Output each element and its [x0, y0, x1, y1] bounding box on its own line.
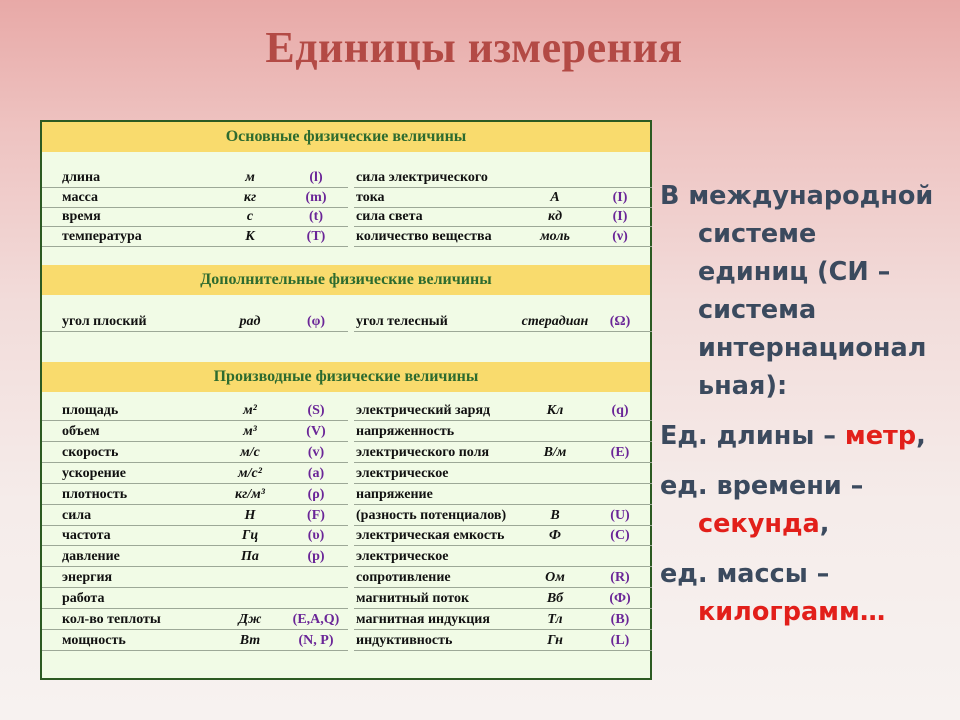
- quantity-symbol: (q): [611, 403, 629, 418]
- quantity-symbol: (t): [309, 209, 323, 225]
- row-divider: [354, 441, 652, 442]
- unit-symbol: кг/м³: [235, 486, 265, 502]
- unit-symbol: Гн: [547, 632, 563, 648]
- row-divider: [42, 420, 348, 421]
- quantity-name: тока: [356, 189, 385, 205]
- quantity-symbol: (υ): [307, 528, 325, 544]
- quantity-name: (разность потенциалов): [356, 507, 507, 523]
- row-divider: [354, 525, 652, 526]
- quantity-symbol: (F): [307, 507, 325, 523]
- quantity-name: мощность: [62, 632, 126, 648]
- quantity-symbol: (E): [610, 444, 630, 460]
- unit-symbol: моль: [540, 228, 570, 244]
- quantity-name: электрическое: [356, 465, 449, 481]
- quantity-symbol: (Ω): [609, 314, 631, 329]
- quantity-name: частота: [62, 528, 111, 544]
- quantity-name: энергия: [62, 570, 113, 586]
- time-unit-value: секунда: [698, 509, 820, 539]
- unit-symbol: Дж: [238, 612, 262, 627]
- unit-symbol: кд: [547, 209, 563, 225]
- quantity-name: угол плоский: [62, 314, 147, 329]
- row-divider: [354, 462, 652, 463]
- quantity-symbol: (T): [306, 228, 326, 244]
- row-divider: [42, 462, 348, 463]
- row-divider: [42, 566, 348, 567]
- unit-symbol: м³: [243, 423, 257, 439]
- quantity-name: площадь: [62, 403, 119, 418]
- quantity-symbol: (φ): [306, 314, 326, 329]
- quantity-symbol: (I): [612, 189, 628, 205]
- quantity-symbol: (ρ): [307, 486, 325, 502]
- unit-symbol: К: [245, 228, 255, 244]
- si-text-line: В международной: [660, 181, 934, 211]
- quantity-name: напряженность: [356, 423, 455, 439]
- unit-symbol: Вт: [239, 632, 261, 648]
- length-unit-value: метр: [844, 421, 917, 451]
- unit-symbol: Ф: [549, 528, 561, 544]
- quantity-name: сила света: [356, 209, 423, 225]
- unit-symbol: м²: [243, 403, 257, 418]
- unit-symbol: м: [245, 170, 255, 185]
- row-divider: [354, 207, 652, 208]
- quantity-symbol: (R): [610, 570, 630, 586]
- quantity-symbol: (C): [610, 528, 630, 544]
- quantity-symbol: (m): [305, 189, 327, 205]
- unit-symbol: А: [550, 189, 560, 205]
- quantity-name: ускорение: [62, 465, 127, 481]
- si-text-line: единиц (СИ –: [698, 257, 891, 287]
- quantity-symbol: (a): [307, 465, 325, 481]
- row-divider: [354, 226, 652, 227]
- unit-symbol: м/с²: [238, 465, 262, 481]
- si-text-line: ьная):: [698, 371, 788, 401]
- row-divider: [42, 608, 348, 609]
- unit-symbol: Вб: [546, 591, 564, 607]
- quantity-name: угол телесный: [356, 314, 448, 329]
- row-divider: [42, 187, 348, 188]
- unit-symbol: Кл: [546, 403, 564, 418]
- units-table: [40, 120, 652, 680]
- quantity-symbol: (S): [307, 403, 325, 418]
- unit-symbol: Ом: [545, 570, 565, 586]
- length-unit-suffix: ,: [916, 421, 926, 451]
- unit-symbol: Па: [241, 549, 259, 565]
- unit-symbol: Н: [244, 507, 256, 523]
- quantity-name: напряжение: [356, 486, 433, 502]
- quantity-symbol: (N, P): [298, 632, 334, 648]
- row-divider: [42, 504, 348, 505]
- row-divider: [354, 608, 652, 609]
- quantity-name: длина: [62, 170, 101, 185]
- row-divider: [42, 331, 348, 332]
- row-divider: [354, 483, 652, 484]
- quantity-name: работа: [62, 591, 105, 607]
- quantity-name: плотность: [62, 486, 128, 502]
- quantity-name: время: [62, 209, 101, 225]
- quantity-symbol: (L): [610, 632, 630, 648]
- row-divider: [354, 187, 652, 188]
- quantity-name: индуктивность: [356, 632, 453, 648]
- quantity-name: количество вещества: [356, 228, 492, 244]
- quantity-symbol: (B): [610, 612, 630, 627]
- unit-symbol: В/м: [543, 444, 567, 460]
- quantity-name: давление: [62, 549, 120, 565]
- quantity-symbol: (ν): [612, 228, 628, 244]
- mass-unit-label: ед. массы –: [660, 559, 830, 589]
- section-header-derived: Производные физические величины: [42, 362, 650, 392]
- row-divider: [354, 246, 652, 247]
- row-divider: [354, 545, 652, 546]
- row-divider: [354, 650, 652, 651]
- si-text-line: системе: [698, 219, 817, 249]
- row-divider: [42, 525, 348, 526]
- unit-symbol: Тл: [547, 612, 563, 627]
- quantity-name: сила: [62, 507, 92, 523]
- quantity-name: масса: [62, 189, 99, 205]
- unit-symbol: кг: [243, 189, 257, 205]
- quantity-symbol: (l): [309, 170, 323, 185]
- time-unit-suffix: ,: [819, 509, 830, 539]
- quantity-symbol: (I): [612, 209, 628, 225]
- quantity-symbol: (Ф): [609, 591, 631, 607]
- row-divider: [42, 545, 348, 546]
- quantity-symbol: (V): [306, 423, 326, 439]
- quantity-name: сопротивление: [356, 570, 451, 586]
- quantity-name: кол-во теплоты: [62, 612, 161, 627]
- quantity-symbol: (E,A,Q): [292, 612, 340, 627]
- row-divider: [42, 246, 348, 247]
- quantity-name: электрического поля: [356, 444, 490, 460]
- unit-symbol: с: [246, 209, 254, 225]
- row-divider: [354, 420, 652, 421]
- quantity-name: электрическое: [356, 549, 449, 565]
- si-text-line: система: [698, 295, 817, 325]
- unit-symbol: В: [550, 507, 560, 523]
- quantity-symbol: (U): [610, 507, 630, 523]
- quantity-name: магнитный поток: [356, 591, 470, 607]
- unit-symbol: м/с: [240, 444, 260, 460]
- quantity-symbol: (v): [307, 444, 325, 460]
- row-divider: [42, 629, 348, 630]
- time-unit-label: ед. времени –: [660, 471, 864, 501]
- row-divider: [42, 226, 348, 227]
- mass-unit-value: килограмм…: [698, 597, 886, 627]
- row-divider: [354, 587, 652, 588]
- quantity-name: электрическая емкость: [356, 528, 505, 544]
- time-unit-line: [698, 506, 829, 544]
- quantity-symbol: (p): [307, 549, 325, 565]
- row-divider: [354, 504, 652, 505]
- length-unit-prefix: Ед. длины –: [660, 421, 845, 451]
- section-header-basic: Основные физические величины: [42, 122, 650, 152]
- si-text-line: интернационал: [698, 333, 927, 363]
- unit-symbol: стерадиан: [521, 314, 589, 329]
- row-divider: [42, 207, 348, 208]
- unit-symbol: рад: [239, 314, 261, 329]
- quantity-name: температура: [62, 228, 142, 244]
- unit-symbol: Гц: [241, 528, 259, 544]
- row-divider: [42, 441, 348, 442]
- quantity-name: магнитная индукция: [356, 612, 490, 627]
- row-divider: [42, 650, 348, 651]
- slide-title: Единицы измерения: [265, 23, 683, 72]
- row-divider: [354, 629, 652, 630]
- quantity-name: сила электрического: [356, 170, 488, 185]
- quantity-name: объем: [62, 423, 100, 439]
- quantity-name: скорость: [62, 444, 119, 460]
- length-unit-line: [660, 418, 926, 456]
- row-divider: [42, 483, 348, 484]
- section-header-additional: Дополнительные физические величины: [42, 265, 650, 295]
- row-divider: [354, 566, 652, 567]
- quantity-name: электрический заряд: [356, 403, 491, 418]
- row-divider: [42, 587, 348, 588]
- row-divider: [354, 331, 652, 332]
